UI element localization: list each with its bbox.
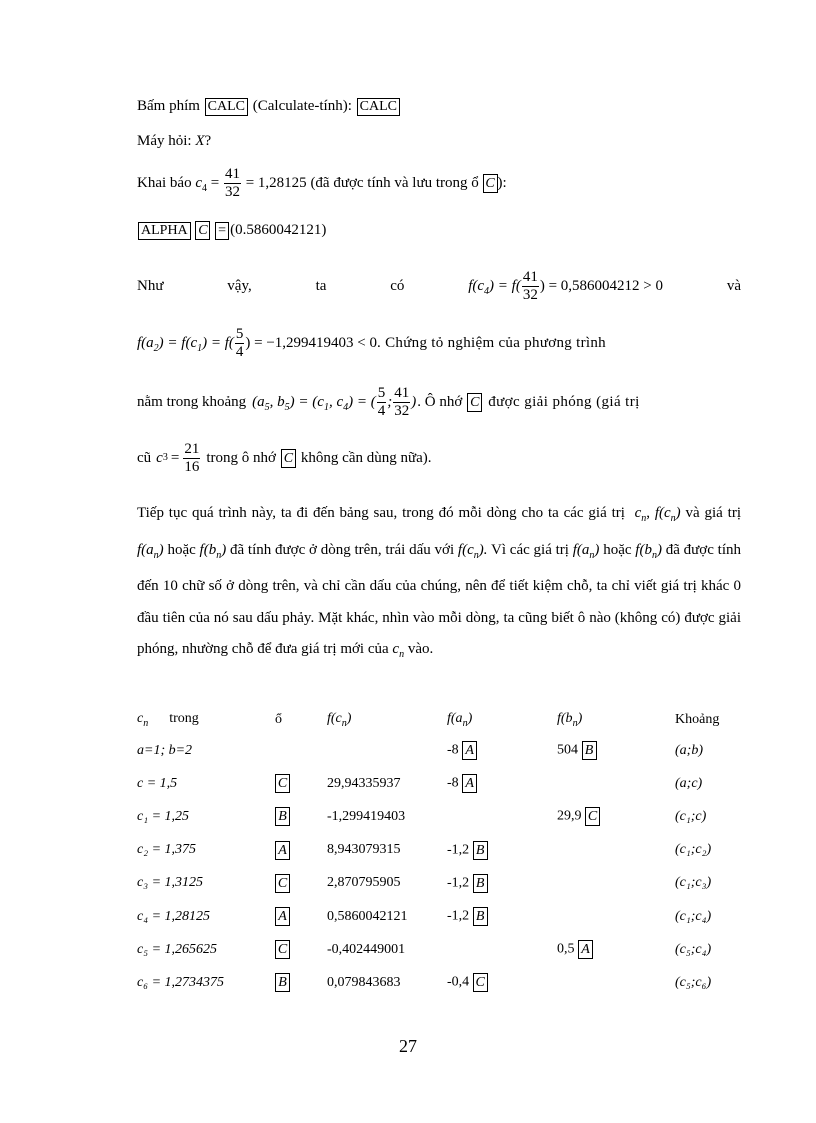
value: ) = −1,299419403 < 0: [245, 334, 378, 351]
memory-cell: [275, 933, 327, 966]
denominator: 32: [224, 184, 240, 200]
fbn-value: 504: [557, 742, 578, 758]
denominator: 16: [184, 458, 200, 475]
fan-cell: [447, 867, 557, 900]
fcn-cell: 0,079843683: [327, 974, 401, 990]
fraction: [235, 326, 245, 361]
math: ): [221, 541, 227, 558]
memory-box: C: [473, 973, 488, 992]
fbn-value: 29,9: [557, 809, 582, 825]
interval-cell: (c₁;c₂): [675, 842, 712, 858]
table-row: [137, 800, 765, 833]
old-c3-line: [137, 440, 741, 476]
numerator: 5: [377, 384, 386, 401]
value: = 1,28125: [245, 174, 307, 191]
math: ): [594, 541, 600, 558]
memory-cell: [275, 867, 327, 900]
header-fcn: [327, 706, 447, 734]
text: ):: [497, 174, 507, 191]
fan-cell: [447, 933, 557, 966]
value: (0.5860042121): [230, 222, 327, 238]
text: cũ: [137, 450, 152, 466]
math: f(b: [557, 711, 573, 727]
memory-cell: [275, 900, 327, 933]
math: ): [411, 393, 417, 410]
cn-cell: c₁ = 1,25: [137, 808, 190, 824]
variable: c: [392, 641, 400, 657]
math: f(c: [468, 277, 485, 294]
cn-cell: c₃ = 1,3125: [137, 875, 204, 891]
interval-cell: (c₁;c₄): [675, 908, 712, 924]
math: ).: [478, 541, 488, 558]
text: vào.: [404, 641, 434, 657]
text: (Calculate-tính):: [252, 98, 352, 114]
text: trong: [169, 711, 199, 727]
formula: [468, 269, 663, 304]
math: f(c: [457, 541, 474, 558]
text: Máy hỏi:: [137, 133, 192, 149]
numerator: 41: [522, 268, 538, 285]
subscript: n: [462, 717, 468, 729]
text: có: [390, 278, 405, 294]
numerator: 41: [394, 384, 410, 401]
table-row: [137, 734, 765, 767]
fraction: [393, 385, 410, 420]
text: Khai báo: [137, 174, 192, 191]
math: (a: [252, 393, 265, 410]
numerator: 41: [224, 166, 240, 182]
body-paragraph: [137, 498, 741, 671]
table-header-row: [137, 706, 765, 734]
math: ): [158, 541, 164, 558]
memory-box: A: [462, 741, 477, 760]
text: không cần dùng nữa).: [300, 450, 432, 466]
calc-key: CALC: [205, 98, 248, 116]
math: ): [656, 541, 662, 558]
cn-cell: c₂ = 1,375: [137, 842, 197, 858]
fraction: [183, 441, 200, 476]
math: f(c: [327, 711, 342, 727]
fan-cell: [447, 900, 557, 933]
memory-box: A: [275, 907, 290, 926]
memory-box: B: [473, 874, 488, 893]
value: ) = 0,586004212 > 0: [539, 277, 663, 294]
fan-value: -0,4: [447, 975, 470, 991]
fan-value: -8: [447, 742, 459, 758]
header-cn: [137, 706, 275, 734]
fcn-cell: 2,870795905: [327, 875, 401, 891]
math: , b: [269, 393, 285, 410]
math: ) = f(: [202, 334, 234, 351]
fbn-cell: [557, 867, 675, 900]
declare-c4-line: Khai báo $c_4$ = $\frac{41}{32}$ = 1,28125 (đã được tính và lưu trong ổ C ):: [137, 166, 507, 200]
memory-box: C: [483, 174, 498, 193]
subscript: n: [341, 717, 347, 729]
table-row: [137, 900, 765, 933]
text: . Chứng tỏ nghiệm của phương trình: [377, 335, 606, 351]
subscript: n: [670, 513, 676, 524]
subscript: 4: [484, 285, 490, 297]
fraction: [224, 166, 241, 201]
fraction: [377, 385, 387, 420]
variable: c: [634, 505, 642, 521]
subscript: n: [589, 549, 595, 561]
fcn-cell: -0,402449001: [327, 941, 406, 957]
memory-box: C: [275, 874, 290, 893]
fan-cell: [447, 800, 557, 833]
memory-box: C: [275, 774, 290, 793]
math: f(a: [447, 711, 463, 727]
subscript: 1: [323, 401, 329, 413]
memory-box: A: [462, 774, 477, 793]
fbn-cell: [557, 767, 675, 800]
subscript: n: [399, 649, 405, 660]
subscript: 5: [264, 401, 270, 413]
math: ) = f(c: [158, 334, 198, 351]
subscript: n: [641, 513, 647, 524]
variable: c: [156, 450, 163, 466]
text: và giá trị: [680, 505, 741, 521]
text: Vì các giá trị: [491, 541, 573, 558]
denominator: 32: [522, 286, 538, 303]
memory-cell: [275, 734, 327, 767]
cn-cell: c₄ = 1,28125: [137, 908, 211, 924]
fcn-cell: -1,299419403: [327, 808, 406, 824]
table-row: [137, 933, 765, 966]
formula: [252, 385, 416, 420]
interval-cell: (a;c): [675, 775, 703, 791]
numerator: 21: [184, 440, 200, 457]
bisection-table: [137, 706, 765, 1000]
math: , c: [328, 393, 344, 410]
math: f(a: [572, 541, 590, 558]
table-row: [137, 767, 765, 800]
math: ) = (: [348, 393, 376, 410]
text: trong ô nhớ: [206, 450, 276, 466]
fcn-cell: 8,943079315: [327, 842, 401, 858]
interval-cell: (a;b): [675, 742, 703, 758]
interval-cell: (c₅;c₄): [675, 941, 712, 957]
subscript: 4: [343, 401, 349, 413]
text: Như: [137, 278, 164, 294]
fan-cell: [447, 767, 557, 800]
memory-box: C: [585, 807, 600, 826]
cn-cell: c = 1,5: [137, 775, 178, 791]
math: f(a: [137, 541, 154, 558]
fcn-cell: [327, 734, 447, 767]
text: ?: [204, 133, 212, 149]
cn-cell: c₆ = 1,2734375: [137, 974, 225, 990]
fraction: [522, 269, 539, 304]
variable: c: [195, 174, 202, 191]
fan-cell: [447, 734, 557, 767]
text: . Ô nhớ: [417, 394, 463, 410]
math: f(b: [635, 541, 652, 558]
table-row: [137, 867, 765, 900]
fbn-cell: [557, 900, 675, 933]
fbn-value: 0,5: [557, 941, 575, 957]
fbn-cell: [557, 966, 675, 999]
math: ): [577, 711, 583, 727]
cn-cell: c₅ = 1,265625: [137, 941, 218, 957]
conclusion-line: [137, 270, 741, 302]
subscript: n: [572, 717, 578, 729]
text: Tiếp tục quá trình này, ta đi đến bảng sau, trong đó mỗi dòng cho ta các giá trị: [137, 505, 625, 521]
text: hoặc: [599, 541, 636, 558]
text: ,: [646, 505, 650, 521]
text: vậy,: [227, 278, 252, 294]
table-row: [137, 966, 765, 999]
memory-box: C: [467, 393, 482, 412]
text: đã tính được ở dòng trên, trái dấu với: [226, 541, 458, 558]
fbn-cell: [557, 933, 675, 966]
math: ;: [387, 393, 393, 410]
interval-line: [137, 384, 741, 420]
text: Bấm phím: [137, 98, 200, 114]
memory-box: A: [275, 841, 290, 860]
math: f(c: [654, 505, 671, 521]
math: ): [467, 711, 473, 727]
machine-asks-line: [137, 131, 741, 151]
subscript: 5: [284, 401, 290, 413]
text: hoặc: [163, 541, 200, 558]
text: (đã được tính và lưu trong ổ: [310, 174, 479, 191]
fbn-cell: [557, 734, 675, 767]
memory-cell: [275, 767, 327, 800]
subscript: 1: [197, 342, 203, 354]
header-fan: [447, 706, 557, 734]
calc-instruction-line: [137, 96, 741, 116]
subscript: 4: [202, 182, 207, 194]
memory-box: B: [275, 807, 290, 826]
math: ): [675, 505, 681, 521]
text: và: [726, 278, 741, 294]
subscript: n: [143, 717, 149, 729]
memory-box: B: [275, 973, 290, 992]
memory-box: C: [281, 449, 296, 468]
fan-cell: [447, 834, 557, 867]
denominator: 4: [377, 402, 386, 419]
fan-cell: [447, 966, 557, 999]
interval-cell: (c₅;c₆): [675, 974, 712, 990]
math: ) = (c: [289, 393, 324, 410]
page-number: 27: [399, 1036, 417, 1056]
text: đã được tính đến 10 chữ số ở dòng trên, và chỉ cần dấu của chúng, nên để tiết kiệm chỗ, ta chỉ viết giá trị khác 0 đầu tiên của nó sau dấu phảy. Mặt khác, nhìn vào mỗi dòng, ta cũng biết ô nào (không có) được giải phóng, nhường chỗ để đưa giá trị mới của: [137, 541, 742, 657]
memory-cell: [275, 834, 327, 867]
text: ta: [315, 278, 327, 294]
memory-box: A: [578, 940, 593, 959]
variable: c: [137, 711, 144, 727]
header-fbn: [557, 706, 675, 734]
header-interval: Khoảng: [675, 712, 720, 727]
memory-box: C: [195, 221, 210, 240]
header-cell: ổ: [275, 712, 282, 727]
math: ) = f(: [489, 277, 521, 294]
math: =: [170, 450, 180, 466]
fbn-cell: [557, 800, 675, 833]
fcn-cell: 0,5860042121: [327, 908, 408, 924]
subscript: n: [473, 549, 479, 561]
variable: X: [195, 133, 205, 149]
subscript: n: [651, 549, 657, 561]
math: f(b: [199, 541, 217, 558]
memory-box: C: [275, 940, 290, 959]
memory-box: B: [473, 907, 488, 926]
denominator: 4: [235, 343, 244, 360]
calc-key: ALPHA: [138, 222, 191, 240]
text: được giải phóng (giá trị: [488, 394, 640, 410]
fcn-cell: 29,94335937: [327, 775, 401, 791]
calc-key: CALC: [357, 98, 400, 116]
memory-cell: [275, 966, 327, 999]
subscript: n: [216, 549, 222, 561]
fan-value: -1,2: [447, 908, 470, 924]
formula: [137, 326, 377, 361]
alpha-key-line: [137, 220, 741, 240]
fan-value: -8: [447, 776, 459, 791]
math: ): [346, 711, 352, 727]
text: nằm trong khoảng: [137, 394, 247, 410]
memory-box: B: [582, 741, 597, 760]
math: f(a: [137, 334, 154, 351]
subscript: n: [153, 549, 159, 561]
subscript: 2: [153, 342, 159, 354]
denominator: 32: [394, 402, 410, 419]
f-a2-line: [137, 326, 741, 360]
fan-value: -1,2: [447, 875, 470, 891]
memory-box: B: [473, 841, 488, 860]
subscript: 3: [162, 452, 168, 463]
memory-cell: [275, 800, 327, 833]
cn-cell: a=1; b=2: [137, 742, 193, 758]
interval-cell: (c₁;c₃): [675, 875, 712, 891]
fan-value: -1,2: [447, 842, 470, 858]
numerator: 5: [235, 325, 244, 342]
calc-key: =: [215, 222, 229, 240]
fbn-cell: [557, 834, 675, 867]
interval-cell: (c₁;c): [675, 808, 707, 824]
table-row: [137, 834, 765, 867]
